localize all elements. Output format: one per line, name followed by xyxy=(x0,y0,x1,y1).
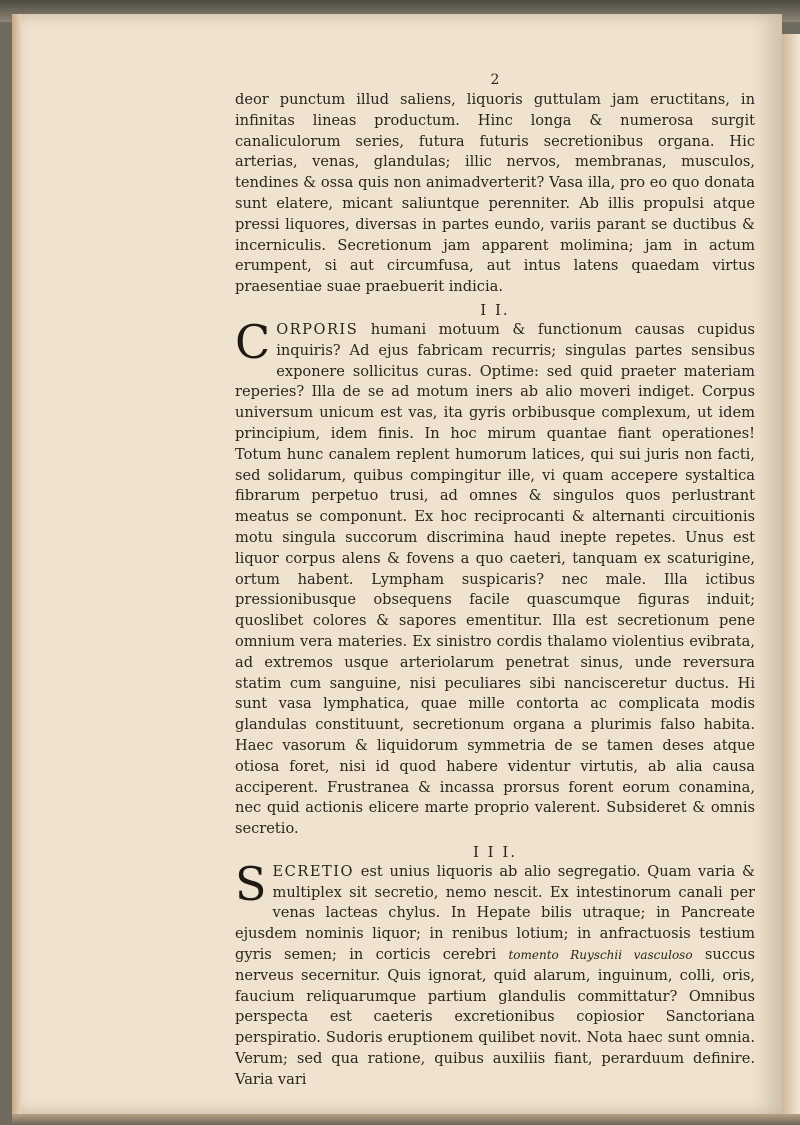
section-ii-paragraph xyxy=(235,314,755,840)
section-ii-lead-word: ORPORIS xyxy=(276,320,359,338)
section-iii-text-before: est unius liquoris ab alio segregatio. Quam varia & multiplex sit secretio, nemo nescit. Ex intestinorum canali per venas lacteas chylus. In Hepate bilis utraque; in Pancreate ejusdem nominis liquor; in renibus lotium; in anfractuosis testium gyris semen; in corticis cerebri xyxy=(235,862,755,964)
drop-cap-c: C xyxy=(235,314,271,369)
section-heading-ii: I I. xyxy=(480,300,510,319)
section-heading-iii: I I I. xyxy=(472,842,518,861)
page-number: 2 xyxy=(490,72,500,88)
drop-cap-s: S xyxy=(235,856,267,911)
intro-paragraph: deor punctum illud saliens, liquoris guttulam jam eructitans, in infinitas lineas productum. Hinc longa & numerosa surgit canaliculorum series, futura futuris secretionibus organa. Hic arterias, venas, glandulas; illic nervos, membranas, musculos, tendines & ossa quis non animadverterit? Vasa illa, pro eo quo donata sunt elatere, micant saliuntque perenniter. Ab illis propulsi atque pressi liquores, diversas in partes eundo, variis parant se ductibus & incerniculis. Secretionum jam apparent molimina; jam in actum erumpent, si aut circumfusa, aut intus latens quaedam virtus praesentiae suae praebuerit indicia. xyxy=(235,91,755,296)
section-iii-text-after: succus nerveus secernitur. Quis ignorat, quid alarum, inguinum, colli, oris, faucium reliquarumque partium glandulis committatur? Omnibus perspecta est caeteris excretionibus copiosior Sanctoriana perspiratio. Sudoris eruptionem quilibet novit. Nota haec sunt omnia. Verum; sed qua ratione, quibus auxiliis fiant, perarduum definire. Varia vari xyxy=(235,946,755,1088)
section-iii-lead-word: ECRETIO xyxy=(272,862,354,880)
page-text-block xyxy=(235,72,755,1091)
section-iii-italic-phrase: tomento Ruyschii vasculoso xyxy=(508,948,693,963)
page-right-edge xyxy=(782,34,800,1114)
section-ii-text: humani motuum & functionum causas cupidus inquiris? Ad ejus fabricam recurris; singulas partes sensibus exponere sollicitus curas. Optime: sed quid praeter materiam reperies? Illa de se ad motum iners ab alio moveri indiget. Corpus universum unicum est vas, ita gyris orbibusque complexum, ut idem principium, idem finis. In hoc mirum quantae fiant operationes! Totum hunc canalem replent humorum latices, qui sui juris non facti, sed solidarum, quibus compingitur ille, vi quam accepere systaltica fibrarum perpetuo trusi, ad omnes & singulos quos perlustrant meatus se componunt. Ex hoc reciprocanti & alternanti circuitionis motu singula succorum discrimina haud inepte repetes. Unus est liquor corpus alens & fovens a quo caeteri, tanquam ex scaturigine, ortum habent. Lympham suspicaris? nec male. Illa ictibus pressionibusque obsequens facile quascumque figuras induit; quoslibet colores & sapores ementitur. Illa est secretionum pene omnium vera materies. Ex sinistro cordis thalamo violentius evibrata, ad extremos usque arteriolarum penetrat sinus, unde reversura statim cum sanguine, nisi peculiares sibi nancisceretur ductus. Hi sunt vasa lymphatica, quae mille contorta ac complicata modis glandulas constituunt, secretionum organa a plurimis falso habita. Haec vasorum & liquidorum symmetria de se tamen deses atque otiosa foret, nisi id quod habere videntur virtutis, ab alia causa acciperent. Frustranea & incassa prorsus forent eorum conamina, nec quid actionis elicere marte proprio valerent. Subsideret & omnis secretio. xyxy=(235,320,755,838)
page-bottom-edge xyxy=(12,1114,800,1125)
section-iii-paragraph xyxy=(235,856,755,1091)
page-left-edge xyxy=(12,14,21,1114)
